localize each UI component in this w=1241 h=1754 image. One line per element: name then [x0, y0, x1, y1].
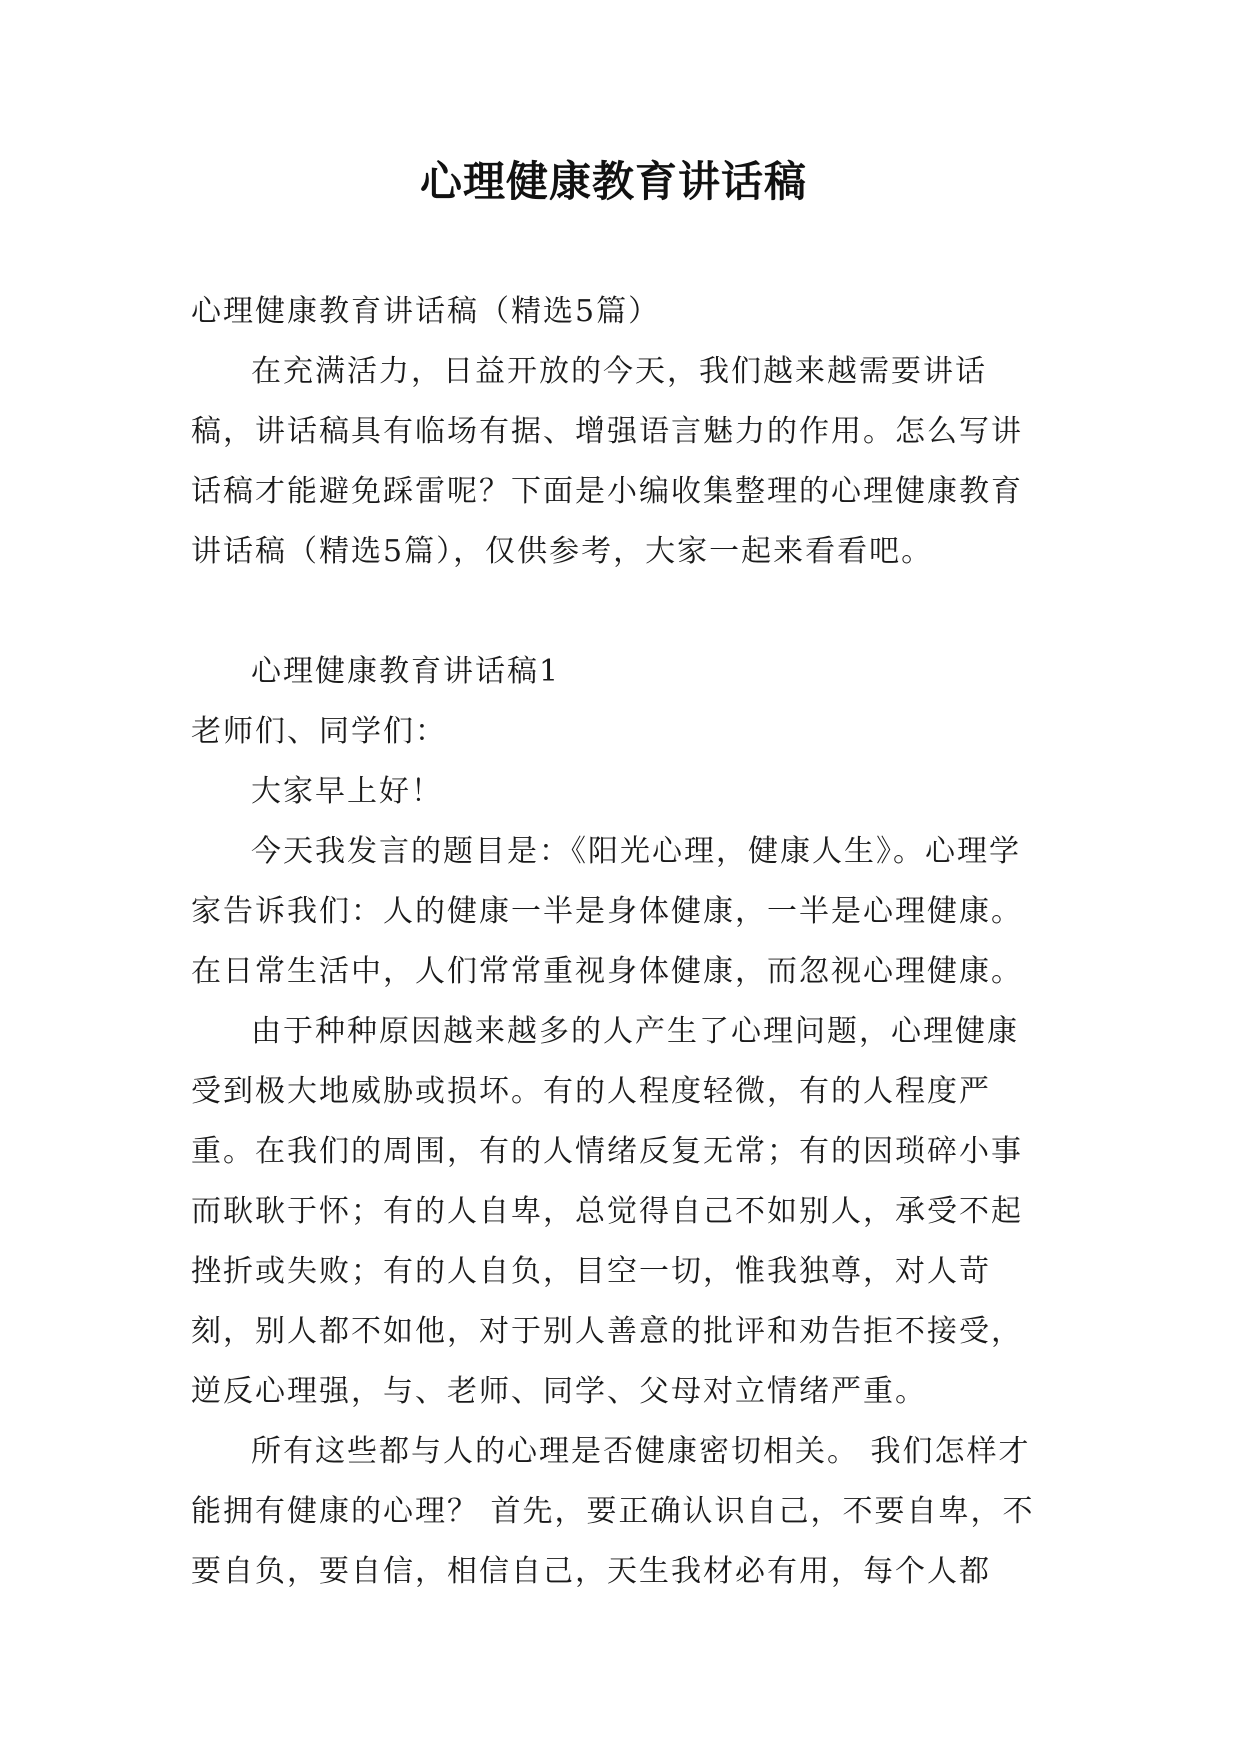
document-subtitle: 心理健康教育讲话稿（精选5篇） [191, 294, 661, 329]
section-heading: 心理健康教育讲话稿1 [251, 654, 561, 689]
body-paragraph: 由于种种原因越来越多的人产生了心理问题，心理健康受到极大地威胁或损坏。有的人程度轻微，有的人程度严重。在我们的周围，有的人情绪反复无常；有的因琐碎小事而耿耿于怀；有的人自卑，总觉得自己不如别人，承受不起挫折或失败；有的人自负，目空一切，惟我独尊，对人苛刻，别人都不如他，对于别人善意的批评和劝告拒不接受，逆反心理强，与、老师、同学、父母对立情绪严重。 [191, 1014, 1023, 1409]
body-paragraph: 今天我发言的题目是：《阳光心理，健康人生》。心理学家告诉我们：人的健康一半是身体健康，一半是心理健康。在日常生活中，人们常常重视身体健康，而忽视心理健康。 [191, 834, 1023, 989]
intro-paragraph: 在充满活力，日益开放的今天，我们越来越需要讲话稿，讲话稿具有临场有据、增强语言魅力的作用。怎么写讲话稿才能避免踩雷呢？下面是小编收集整理的心理健康教育讲话稿（精选5篇），仅供参考，大家一起来看看吧。 [191, 354, 1023, 569]
body-paragraph: 所有这些都与人的心理是否健康密切相关。 我们怎样才能拥有健康的心理？ 首先，要正确认识自己，不要自卑，不要自负，要自信，相信自己，天生我材必有用，每个人都 [191, 1434, 1035, 1589]
document-title: 心理健康教育讲话稿 [419, 157, 807, 206]
greeting: 大家早上好！ [251, 774, 443, 809]
document-body [191, 282, 1036, 1602]
salutation: 老师们、同学们： [191, 714, 447, 749]
